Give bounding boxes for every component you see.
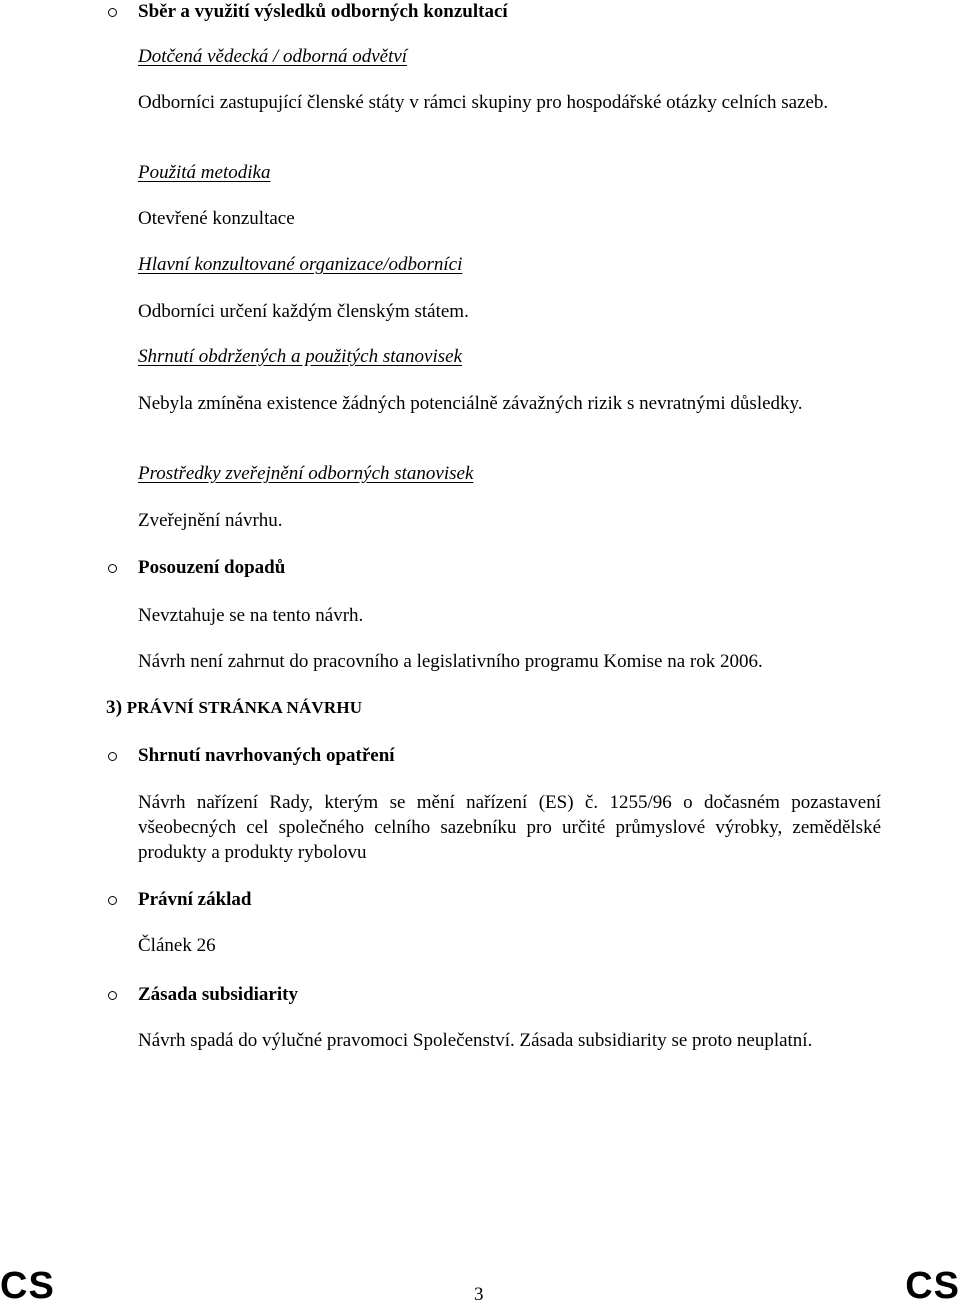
subhead-summary: Shrnutí obdržených a použitých stanovisek [138,346,463,367]
bullet-icon [108,896,117,905]
footer-page-number: 3 [474,1284,484,1305]
para-publication: Zveřejnění návrhu. [138,510,283,531]
para-organisations: Odborníci určení každým členským státem. [138,301,469,322]
section-number: 3) [106,697,123,718]
bullet-icon [108,991,117,1000]
subhead-organisations: Hlavní konzultované organizace/odborníci [138,254,463,275]
para-legal-basis: Článek 26 [138,935,216,956]
para-summary-measures: Návrh nařízení Rady, kterým se mění nařízení (ES) č. 1255/96 o dočasném pozastavení všeobecných cel společného celního sazebníku pro určité průmyslové výrobky, zemědělské produkty a produkty rybolovu [138,792,881,863]
heading-legal-basis: Právní základ [138,888,251,912]
para-impact-2: Návrh není zahrnut do pracovního a legislativního programu Komise na rok 2006. [138,651,763,672]
bullet-icon [108,752,117,761]
subhead-publication: Prostředky zveřejnění odborných stanovisek [138,463,474,484]
section-title: PRÁVNÍ STRÁNKA NÁVRHU [126,698,363,717]
subhead-fields: Dotčená vědecká / odborná odvětví [138,46,408,67]
heading-consultation: Sběr a využití výsledků odborných konzultací [138,0,508,24]
para-method: Otevřené konzultace [138,208,295,229]
section-title-legal [106,696,362,720]
heading-summary-measures: Shrnutí navrhovaných opatření [138,744,395,768]
heading-impact: Posouzení dopadů [138,556,285,580]
bullet-icon [108,8,117,17]
bullet-icon [108,564,117,573]
footer-lang-left: CS [0,1265,55,1307]
heading-subsidiarity: Zásada subsidiarity [138,983,298,1007]
para-summary: Nebyla zmíněna existence žádných potenciálně závažných rizik s nevratnými důsledky. [138,393,803,414]
footer-lang-right: CS [905,1265,960,1307]
para-subsidiarity: Návrh spadá do výlučné pravomoci Společenství. Zásada subsidiarity se proto neuplatní. [138,1030,813,1051]
para-fields: Odborníci zastupující členské státy v rámci skupiny pro hospodářské otázky celních sazeb. [138,92,829,113]
para-impact-1: Nevztahuje se na tento návrh. [138,605,364,626]
subhead-method: Použitá metodika [138,162,271,183]
